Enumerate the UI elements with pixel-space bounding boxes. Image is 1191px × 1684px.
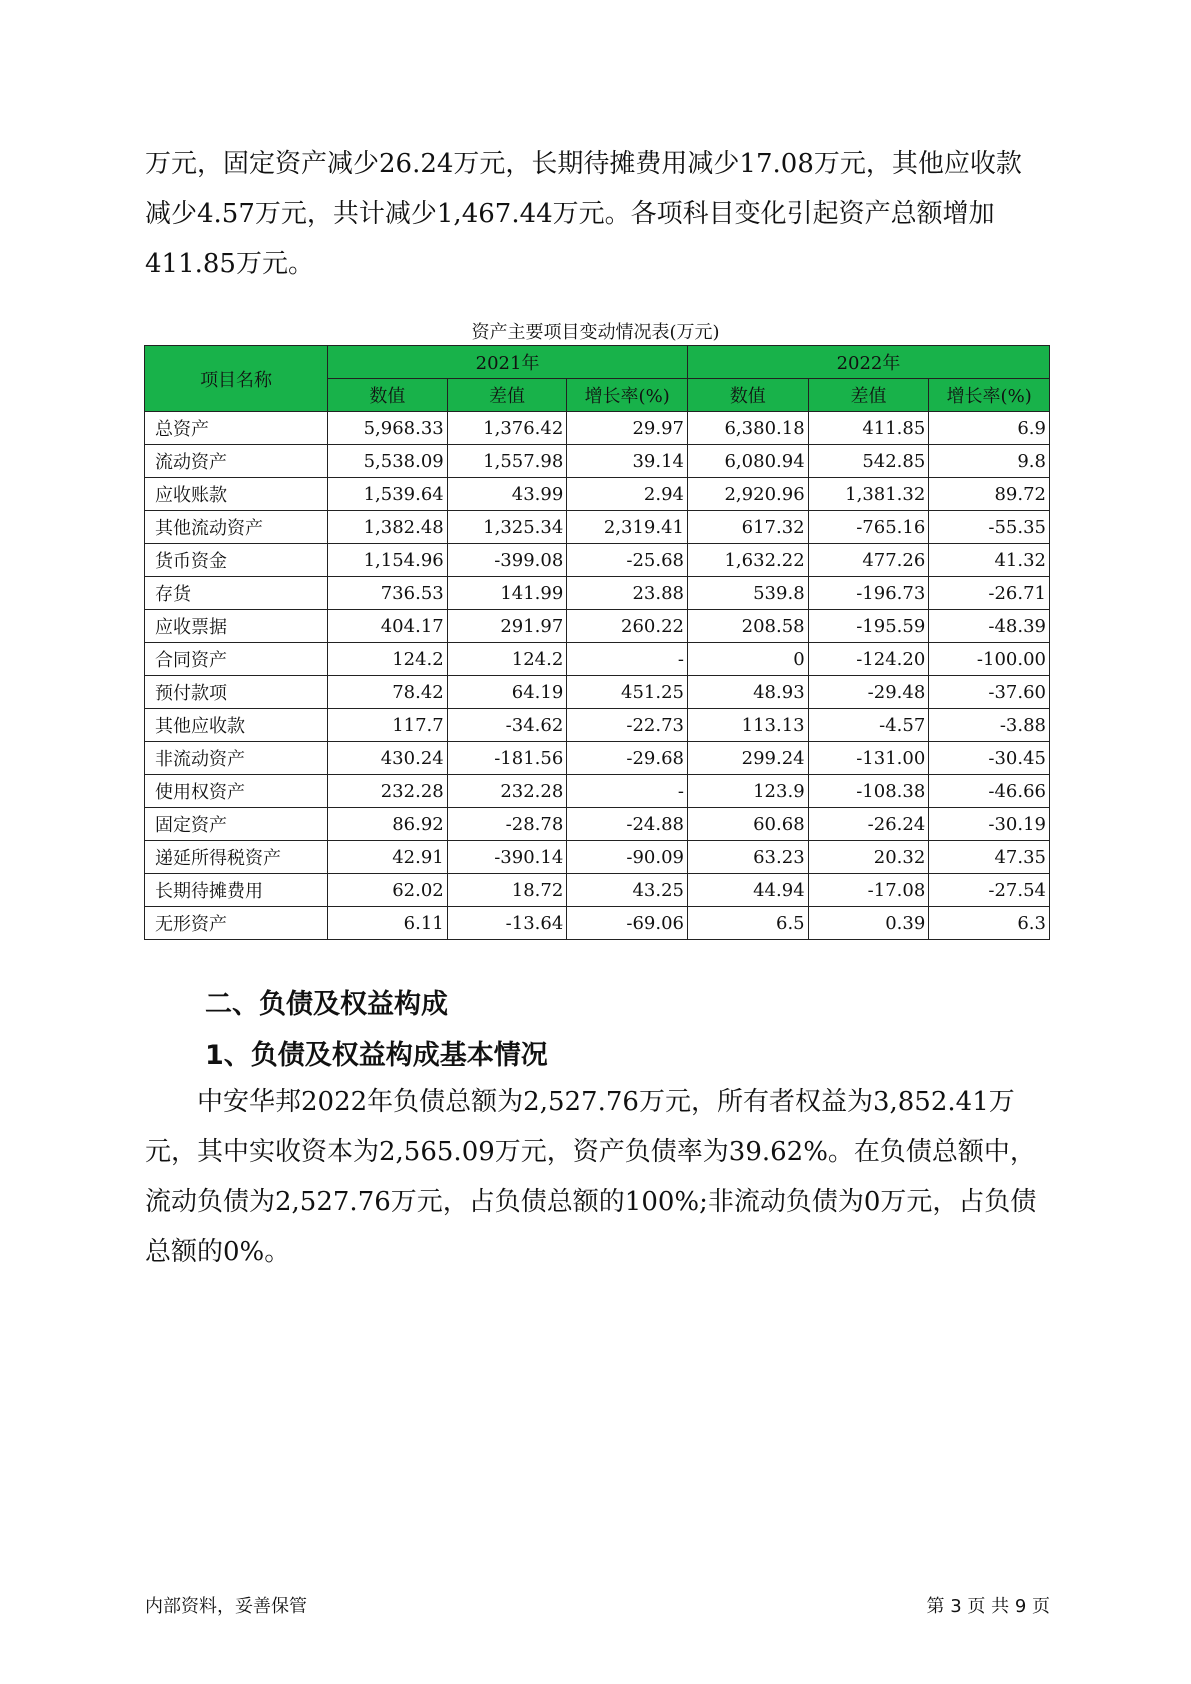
row-value-cell: 5,968.33: [328, 412, 448, 445]
table-row: [145, 511, 1050, 544]
table-body: [145, 412, 1050, 940]
row-value-cell: 89.72: [929, 478, 1050, 511]
row-item-name: 固定资产: [145, 808, 328, 841]
row-item-name: 其他流动资产: [145, 511, 328, 544]
row-value-cell: -195.59: [808, 610, 929, 643]
row-value-cell: 0.39: [808, 907, 929, 940]
row-value-cell: 64.19: [447, 676, 567, 709]
table-row: [145, 742, 1050, 775]
row-value-cell: -131.00: [808, 742, 929, 775]
table-row: [145, 412, 1050, 445]
subheader-value: 数值: [328, 379, 448, 412]
row-item-name: 长期待摊费用: [145, 874, 328, 907]
row-value-cell: 6,380.18: [687, 412, 808, 445]
row-value-cell: -30.19: [929, 808, 1050, 841]
row-value-cell: 2,319.41: [567, 511, 688, 544]
header-year-2021: 2021年: [328, 346, 688, 379]
row-value-cell: 86.92: [328, 808, 448, 841]
row-value-cell: 1,154.96: [328, 544, 448, 577]
row-item-name: 使用权资产: [145, 775, 328, 808]
row-value-cell: 20.32: [808, 841, 929, 874]
row-value-cell: 78.42: [328, 676, 448, 709]
row-value-cell: 260.22: [567, 610, 688, 643]
row-item-name: 其他应收款: [145, 709, 328, 742]
subheader-growth: 增长率(%): [567, 379, 688, 412]
row-value-cell: 60.68: [687, 808, 808, 841]
row-item-name: 货币资金: [145, 544, 328, 577]
row-value-cell: -48.39: [929, 610, 1050, 643]
row-value-cell: -28.78: [447, 808, 567, 841]
row-value-cell: 6,080.94: [687, 445, 808, 478]
row-value-cell: -46.66: [929, 775, 1050, 808]
header-item-name: 项目名称: [145, 346, 328, 412]
table-row: [145, 808, 1050, 841]
row-item-name: 应收账款: [145, 478, 328, 511]
table-row: [145, 478, 1050, 511]
row-value-cell: 44.94: [687, 874, 808, 907]
row-value-cell: 6.5: [687, 907, 808, 940]
row-value-cell: 47.35: [929, 841, 1050, 874]
row-value-cell: -24.88: [567, 808, 688, 841]
row-value-cell: -100.00: [929, 643, 1050, 676]
row-value-cell: -22.73: [567, 709, 688, 742]
row-value-cell: 1,632.22: [687, 544, 808, 577]
table-row: [145, 874, 1050, 907]
row-value-cell: 124.2: [328, 643, 448, 676]
row-value-cell: 451.25: [567, 676, 688, 709]
table-row: [145, 709, 1050, 742]
subheader-diff: 差值: [447, 379, 567, 412]
header-year-2022: 2022年: [687, 346, 1049, 379]
row-value-cell: 1,325.34: [447, 511, 567, 544]
row-value-cell: 48.93: [687, 676, 808, 709]
row-value-cell: -69.06: [567, 907, 688, 940]
row-value-cell: -13.64: [447, 907, 567, 940]
row-value-cell: 43.25: [567, 874, 688, 907]
asset-change-table: [144, 345, 1050, 940]
table-row: [145, 544, 1050, 577]
row-value-cell: -90.09: [567, 841, 688, 874]
row-value-cell: 617.32: [687, 511, 808, 544]
row-value-cell: 2,920.96: [687, 478, 808, 511]
table-row: [145, 841, 1050, 874]
row-value-cell: -196.73: [808, 577, 929, 610]
row-value-cell: -29.68: [567, 742, 688, 775]
row-item-name: 合同资产: [145, 643, 328, 676]
row-value-cell: 539.8: [687, 577, 808, 610]
row-value-cell: -124.20: [808, 643, 929, 676]
row-value-cell: 9.8: [929, 445, 1050, 478]
row-value-cell: 63.23: [687, 841, 808, 874]
row-value-cell: -399.08: [447, 544, 567, 577]
row-value-cell: 404.17: [328, 610, 448, 643]
row-value-cell: 232.28: [328, 775, 448, 808]
row-value-cell: 6.9: [929, 412, 1050, 445]
row-value-cell: 113.13: [687, 709, 808, 742]
row-value-cell: -34.62: [447, 709, 567, 742]
row-value-cell: 43.99: [447, 478, 567, 511]
row-value-cell: -27.54: [929, 874, 1050, 907]
footer-confidential-note: 内部资料，妥善保管: [145, 1596, 307, 1617]
row-value-cell: 141.99: [447, 577, 567, 610]
row-value-cell: -4.57: [808, 709, 929, 742]
row-value-cell: -: [567, 775, 688, 808]
row-value-cell: 42.91: [328, 841, 448, 874]
row-value-cell: 41.32: [929, 544, 1050, 577]
row-value-cell: 430.24: [328, 742, 448, 775]
row-value-cell: 232.28: [447, 775, 567, 808]
row-value-cell: -29.48: [808, 676, 929, 709]
row-item-name: 预付款项: [145, 676, 328, 709]
row-value-cell: 1,376.42: [447, 412, 567, 445]
row-value-cell: -55.35: [929, 511, 1050, 544]
row-item-name: 存货: [145, 577, 328, 610]
row-value-cell: 1,381.32: [808, 478, 929, 511]
subsection-heading: 1、负债及权益构成基本情况: [205, 1040, 548, 1071]
row-value-cell: 29.97: [567, 412, 688, 445]
row-value-cell: 23.88: [567, 577, 688, 610]
row-item-name: 总资产: [145, 412, 328, 445]
row-value-cell: 6.11: [328, 907, 448, 940]
row-value-cell: -390.14: [447, 841, 567, 874]
table-caption: 资产主要项目变动情况表(万元): [471, 322, 720, 343]
subheader-value: 数值: [687, 379, 808, 412]
row-value-cell: 0: [687, 643, 808, 676]
table-row: [145, 577, 1050, 610]
subheader-growth: 增长率(%): [929, 379, 1050, 412]
row-value-cell: 1,557.98: [447, 445, 567, 478]
row-item-name: 非流动资产: [145, 742, 328, 775]
row-value-cell: 117.7: [328, 709, 448, 742]
row-value-cell: -108.38: [808, 775, 929, 808]
row-item-name: 无形资产: [145, 907, 328, 940]
row-item-name: 递延所得税资产: [145, 841, 328, 874]
table-row: [145, 775, 1050, 808]
row-value-cell: 411.85: [808, 412, 929, 445]
row-value-cell: 477.26: [808, 544, 929, 577]
row-value-cell: 1,539.64: [328, 478, 448, 511]
row-value-cell: -30.45: [929, 742, 1050, 775]
row-value-cell: -: [567, 643, 688, 676]
row-value-cell: -37.60: [929, 676, 1050, 709]
row-value-cell: 736.53: [328, 577, 448, 610]
row-value-cell: 299.24: [687, 742, 808, 775]
row-value-cell: 62.02: [328, 874, 448, 907]
table-row: [145, 610, 1050, 643]
row-value-cell: 18.72: [447, 874, 567, 907]
row-value-cell: -3.88: [929, 709, 1050, 742]
row-value-cell: 5,538.09: [328, 445, 448, 478]
table-row: [145, 643, 1050, 676]
intro-paragraph: 万元，固定资产减少26.24万元，长期待摊费用减少17.08万元，其他应收款减少4.57万元，共计减少1,467.44万元。各项科目变化引起资产总额增加411.85万元。: [145, 149, 1022, 279]
table-row: [145, 907, 1050, 940]
section-heading: 二、负债及权益构成: [205, 989, 448, 1020]
table-row: [145, 676, 1050, 709]
row-value-cell: 39.14: [567, 445, 688, 478]
row-value-cell: -25.68: [567, 544, 688, 577]
row-value-cell: -765.16: [808, 511, 929, 544]
footer-page-number: 第 3 页 共 9 页: [926, 1596, 1050, 1617]
body-paragraph: 中安华邦2022年负债总额为2,527.76万元，所有者权益为3,852.41万元，其中实收资本为2,565.09万元，资产负债率为39.62%。在负债总额中，流动负债为2,527.76万元，占负债总额的100%;非流动负债为0万元，占负债总额的0%。: [145, 1087, 1037, 1267]
row-value-cell: -26.24: [808, 808, 929, 841]
subheader-diff: 差值: [808, 379, 929, 412]
row-value-cell: 6.3: [929, 907, 1050, 940]
row-value-cell: 291.97: [447, 610, 567, 643]
row-value-cell: -17.08: [808, 874, 929, 907]
row-value-cell: 2.94: [567, 478, 688, 511]
row-value-cell: -181.56: [447, 742, 567, 775]
row-value-cell: 542.85: [808, 445, 929, 478]
row-item-name: 流动资产: [145, 445, 328, 478]
row-value-cell: 124.2: [447, 643, 567, 676]
row-value-cell: 1,382.48: [328, 511, 448, 544]
table-row: [145, 445, 1050, 478]
row-value-cell: -26.71: [929, 577, 1050, 610]
row-value-cell: 208.58: [687, 610, 808, 643]
row-value-cell: 123.9: [687, 775, 808, 808]
row-item-name: 应收票据: [145, 610, 328, 643]
